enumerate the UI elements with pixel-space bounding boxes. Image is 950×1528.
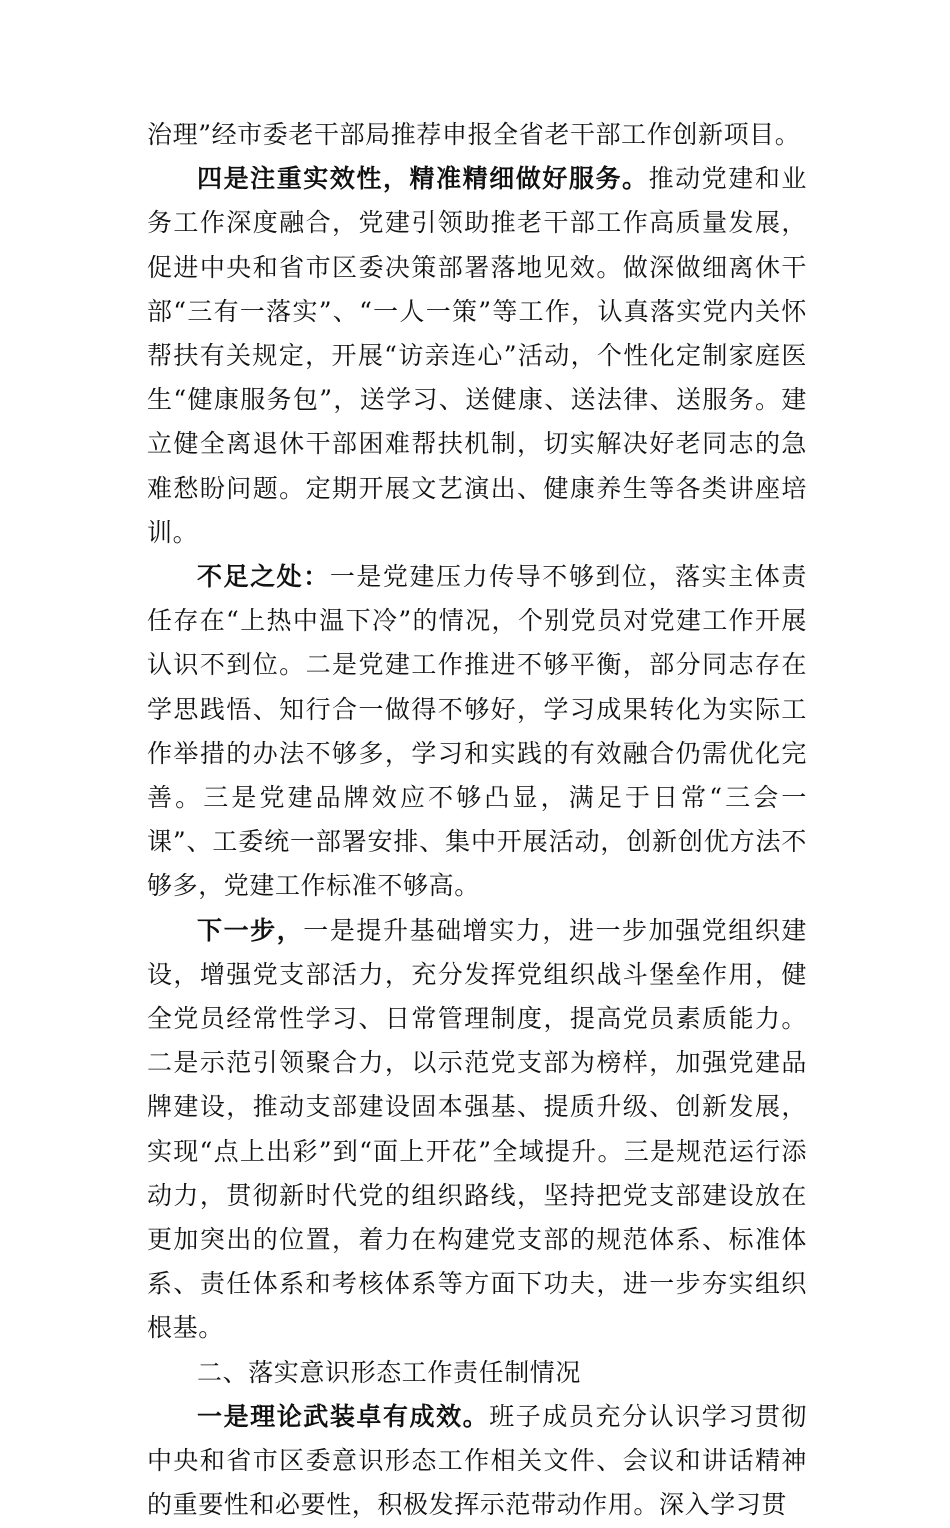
paragraph-service: [147, 157, 807, 555]
document-body: [147, 113, 807, 1528]
paragraph-text: 推动党建和业务工作深度融合，党建引领助推老干部工作高质量发展，促进中央和省市区委决策部署落地见效。做深做细离休干部“三有一落实”、“一人一策”等工作，认真落实党内关怀帮扶有关规定，开展“访亲连心”活动，个性化定制家庭医生“健康服务包”，送学习、送健康、送法律、送服务。建立健全离退休干部困难帮扶机制，切实解决好老同志的急难愁盼问题。定期开展文艺演出、健康养生等各类讲座培训。: [147, 164, 807, 547]
paragraph-text: 一是党建压力传导不够到位，落实主体责任存在“上热中温下冷”的情况，个别党员对党建工作开展认识不到位。二是党建工作推进不够平衡，部分同志存在学思践悟、知行合一做得不够好，学习成果转化为实际工作举措的办法不够多，学习和实践的有效融合仍需优化完善。三是党建品牌效应不够凸显，满足于日常“三会一课”、工委统一部署安排、集中开展活动，创新创优方法不够多，党建工作标准不够高。: [147, 562, 807, 901]
paragraph-lead: 一是理论武装卓有成效。: [197, 1401, 490, 1431]
paragraph-text: 班子成员充分认识学习贯彻中央和省市区委意识形态工作相关文件、会议和讲话精神的重要性和必要性，积极发挥示范带动作用。深入学习贯: [147, 1401, 807, 1520]
paragraph-theory: [147, 1395, 807, 1528]
paragraph-lead: 四是注重实效性，精准精细做好服务。: [197, 164, 649, 194]
paragraph-lead: 不足之处：: [197, 562, 330, 592]
section-heading: 二、落实意识形态工作责任制情况: [197, 1357, 582, 1387]
paragraph-text: 治理”经市委老干部局推荐申报全省老干部工作创新项目。: [147, 120, 801, 149]
paragraph-next-steps: [147, 909, 807, 1351]
paragraph-lead: 下一步，: [197, 915, 304, 945]
paragraph-shortcomings: [147, 555, 807, 909]
paragraph-text: 一是提升基础增实力，进一步加强党组织建设，增强党支部活力，充分发挥党组织战斗堡垒作用，健全党员经常性学习、日常管理制度，提高党员素质能力。二是示范引领聚合力，以示范党支部为榜样，加强党建品牌建设，推动支部建设固本强基、提质升级、创新发展，实现“点上出彩”到“面上开花”全域提升。三是规范运行添动力，贯彻新时代党的组织路线，坚持把党支部建设放在更加突出的位置，着力在构建党支部的规范体系、标准体系、责任体系和考核体系等方面下功夫，进一步夯实组织根基。: [147, 915, 808, 1343]
paragraph-continuation: [147, 113, 807, 157]
